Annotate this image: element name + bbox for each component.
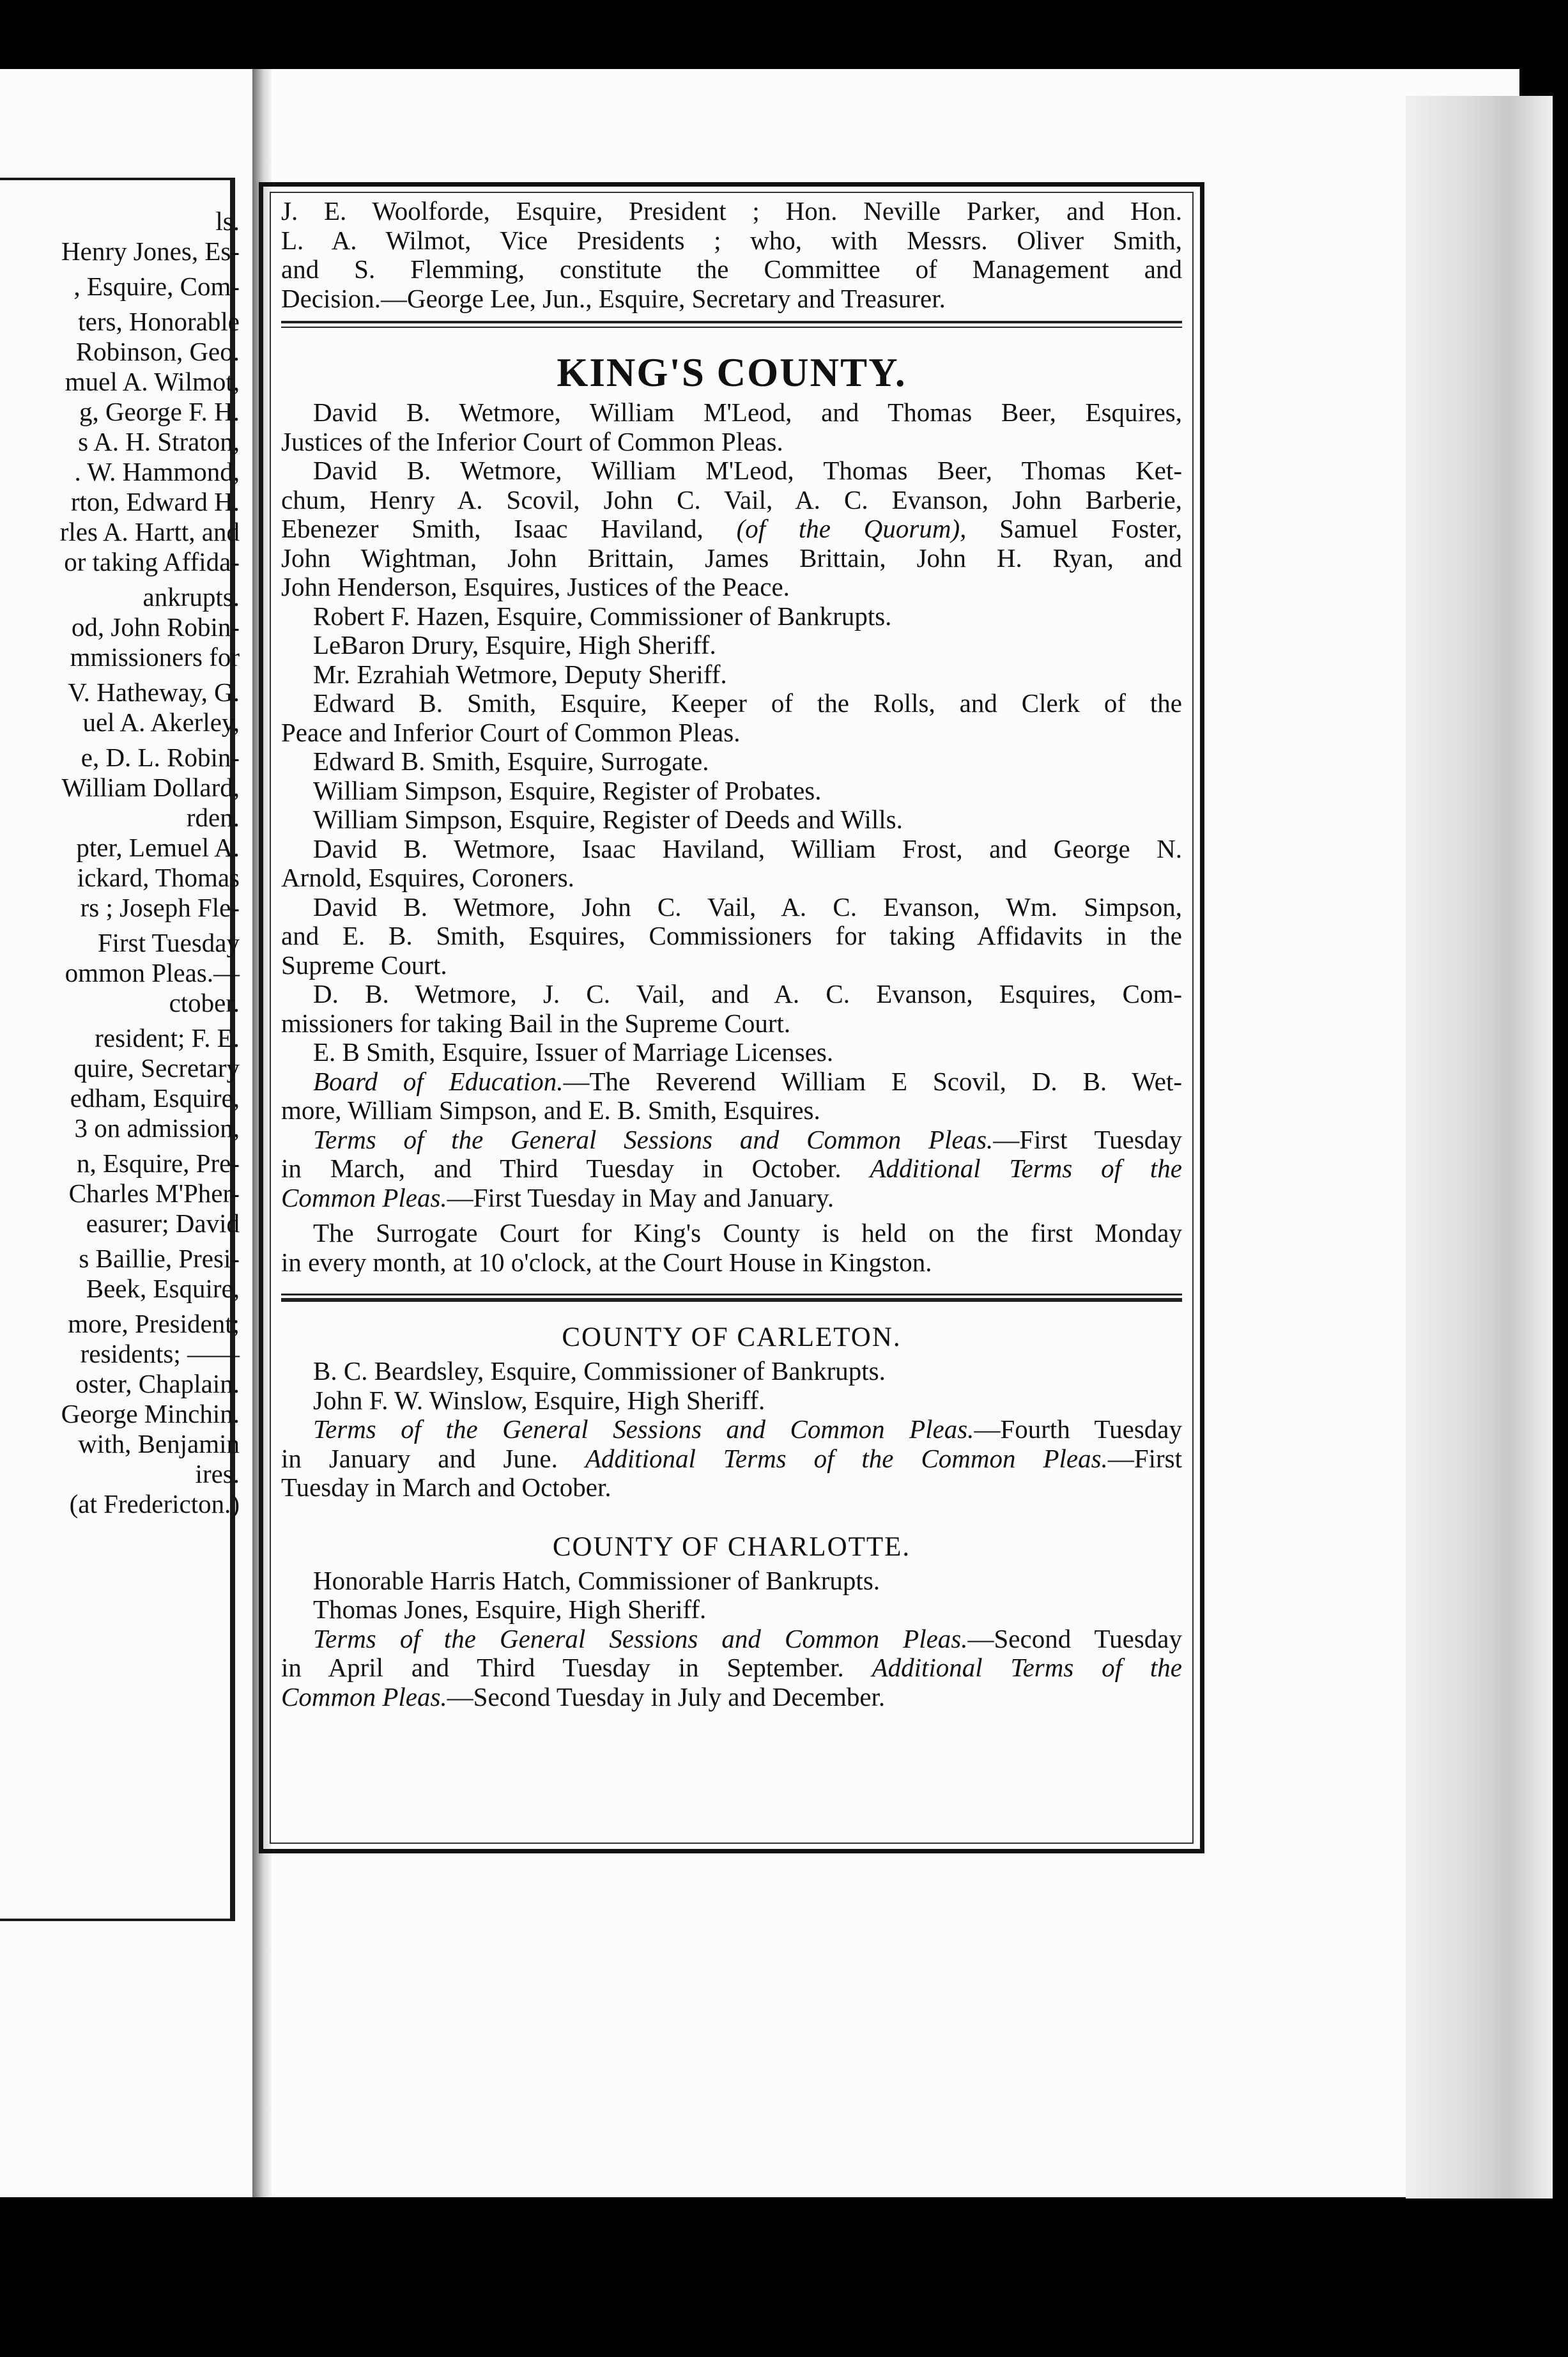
text-span: —First [1107,1443,1183,1473]
left-page-line: resident; F. E. [95,1023,240,1053]
left-page-line: William Dollard, [61,773,240,802]
text-line [281,514,1182,544]
text-line: Edward B. Smith, Esquire, Surrogate. [313,746,709,776]
italic-text: Additional Terms of the [870,1154,1182,1183]
left-page-line: g, George F. H. [79,397,240,426]
left-page-line: n, Esquire, Pre- [76,1148,240,1178]
text-line: David B. Wetmore, Isaac Haviland, William Frost, and George N. [313,833,1182,863]
text-span: —Fourth Tuesday [974,1414,1182,1444]
text-line: Peace and Inferior Court of Common Pleas. [281,717,741,747]
text-line: David B. Wetmore, William M'Leod, and Thomas Beer, Esquires, [313,398,1182,427]
text-line [281,1154,1182,1184]
left-page-line: muel A. Wilmot, [65,367,240,396]
left-page-gap [0,302,240,307]
text-span: —Second Tuesday in July and December. [447,1681,886,1712]
text-line [281,1683,1182,1712]
left-page-line: ankrupts. [142,582,240,612]
left-page-gap [0,1304,240,1309]
text-line: missioners for taking Bail in the Supreme Court. [281,1008,791,1038]
page-content [270,192,1194,1844]
text-span: Samuel Foster, [999,514,1183,543]
text-line: David B. Wetmore, John C. Vail, A. C. Evanson, Wm. Simpson, [313,892,1182,922]
left-page-line: ommon Pleas.— [65,958,240,987]
italic-text: Common Pleas. [281,1182,447,1212]
carleton-county-heading: COUNTY OF CARLETON. [562,1322,902,1352]
text-line [281,1067,1182,1097]
text-line: Edward B. Smith, Esquire, Keeper of the Rolls, and Clerk of the [313,688,1182,718]
left-page-gap [0,672,240,677]
left-page-line: V. Hatheway, G. [68,677,240,707]
text-line: Arnold, Esquires, Coroners. [281,863,574,892]
left-page-gap [0,1018,240,1023]
left-page-line: ickard, Thomas [77,863,240,892]
italic-text: Additional Terms of the [872,1653,1182,1682]
text-line [281,1184,1182,1213]
text-line: John Wightman, John Brittain, James Brittain, John H. Ryan, and [281,543,1182,573]
left-page-text [0,206,240,1519]
left-page-line: s A. H. Straton, [78,427,240,456]
text-line [281,1625,1182,1654]
text-line: Thomas Jones, Esquire, High Sheriff. [313,1595,707,1624]
left-page-line: quire, Secretary [73,1053,240,1083]
left-page-gap [0,1143,240,1148]
text-span: in March, and Third Tuesday in October. [281,1154,842,1183]
carleton-county-section [281,1357,1182,1503]
left-page-line: with, Benjamin [78,1429,240,1458]
left-page-line: e, D. L. Robin- [81,743,240,772]
left-page-line: Robinson, Geo. [75,337,240,366]
committee-block [281,197,1182,313]
text-line: Justices of the Inferior Court of Common Pleas. [281,426,783,456]
left-page-gap [0,923,240,928]
text-line: David B. Wetmore, William M'Leod, Thomas Beer, Thomas Ket- [313,456,1182,485]
text-line: D. B. Wetmore, J. C. Vail, and A. C. Evanson, Esquires, Com- [313,979,1182,1008]
text-line: William Simpson, Esquire, Register of Deeds and Wills. [313,805,903,834]
left-page-line: rs ; Joseph Fle- [80,893,240,922]
text-line: and S. Flemming, constitute the Committee of Management and [281,254,1182,284]
text-line: Supreme Court. [281,950,447,980]
left-page-line: ctober. [169,988,240,1017]
text-line: B. C. Beardsley, Esquire, Commissioner of Bankrupts. [313,1356,886,1386]
left-page-line: George Minchin. [61,1399,240,1428]
text-line [281,1125,1182,1155]
left-page-line: First Tuesday [97,928,240,957]
text-line: more, William Simpson, and E. B. Smith, Esquires. [281,1095,820,1125]
left-page-line: edham, Esquire, [70,1083,240,1113]
left-page-line: ters, Honorable [78,307,240,336]
section-divider [281,321,1182,328]
left-page-line: ires. [195,1459,240,1488]
text-line: The Surrogate Court for King's County is held on the first Monday [313,1218,1182,1248]
text-line [281,1415,1182,1444]
left-page-line: residents; —— [80,1339,240,1368]
italic-text: Terms of the General Sessions and Common Pleas. [313,1124,994,1154]
left-page-line: oster, Chaplain. [75,1369,240,1398]
text-line: John F. W. Winslow, Esquire, High Sheriff. [313,1385,765,1415]
page-edge-shadow [1406,96,1553,2199]
text-line: L. A. Wilmot, Vice Presidents ; who, with Messrs. Oliver Smith, [281,225,1182,255]
italic-text: Terms of the General Sessions and Common Pleas. [313,1623,968,1653]
text-span: in January and June. [281,1443,558,1473]
left-page-line: s Baillie, Presi- [79,1244,240,1273]
text-span: —Second Tuesday [967,1623,1182,1653]
kings-county-section [281,398,1182,1277]
text-line: E. B Smith, Esquire, Issuer of Marriage Licenses. [313,1037,834,1067]
left-page-line: mmissioners for [70,642,240,672]
left-page [0,69,252,2197]
text-line: chum, Henry A. Scovil, John C. Vail, A. C. Evanson, John Barberie, [281,484,1182,514]
charlotte-county-section [281,1566,1182,1712]
left-page-line: easurer; David [86,1209,240,1238]
text-line [281,1444,1182,1474]
text-line: in every month, at 10 o'clock, at the Court House in Kingston. [281,1247,932,1277]
text-line: Mr. Ezrahiah Wetmore, Deputy Sheriff. [313,659,727,689]
text-line: Honorable Harris Hatch, Commissioner of Bankrupts. [313,1565,880,1595]
left-page-line: rden. [186,803,240,832]
text-line: William Simpson, Esquire, Register of Probates. [313,775,822,805]
italic-text: Terms of the General Sessions and Common Pleas. [313,1414,974,1444]
left-page-line: Beek, Esquire, [86,1274,240,1303]
text-span: —The Reverend William E Scovil, D. B. Wet- [563,1066,1182,1096]
left-page-line: 3 on admission, [74,1113,240,1143]
section-divider [281,1294,1182,1302]
text-line: Decision.—George Lee, Jun., Esquire, Secretary and Treasurer. [281,283,946,313]
left-page-line: more, President; [68,1309,240,1338]
text-span: Ebenezer Smith, Isaac Haviland, [281,514,703,543]
left-page-line: Henry Jones, Es- [61,236,240,266]
italic-text: (of the Quorum), [736,514,967,543]
text-line: Robert F. Hazen, Esquire, Commissioner of Bankrupts. [313,601,892,631]
italic-text: Common Pleas. [281,1681,447,1712]
left-page-line: rton, Edward H. [70,487,240,516]
left-page-gap [0,738,240,743]
left-page-gap [0,577,240,582]
left-page-line: pter, Lemuel A. [76,833,240,862]
text-line: J. E. Woolforde, Esquire, President ; Hon. Neville Parker, and Hon. [281,196,1182,226]
text-line [281,1653,1182,1683]
left-page-line: od, John Robin- [71,612,240,642]
text-line: John Henderson, Esquires, Justices of the Peace. [281,572,790,601]
text-line: Tuesday in March and October. [281,1472,611,1502]
text-line: LeBaron Drury, Esquire, High Sheriff. [313,630,716,660]
text-span: —First Tuesday in May and January. [447,1182,834,1212]
left-page-line: ls. [215,206,240,236]
text-span: —First Tuesday [993,1124,1182,1154]
left-page-line: . W. Hammond, [74,457,240,486]
left-page-gap [0,1239,240,1244]
left-page-line: , Esquire, Com- [73,272,240,301]
charlotte-county-heading: COUNTY OF CHARLOTTE. [552,1531,911,1562]
left-page-line: (at Fredericton.) [69,1489,240,1519]
left-page-line: rles A. Hartt, and [59,517,240,546]
italic-text: Additional Terms of the Common Pleas. [585,1443,1108,1473]
kings-county-heading: KING'S COUNTY. [557,350,907,395]
left-page-gap [0,267,240,272]
left-page-line: uel A. Akerley, [82,707,240,737]
left-page-line: or taking Affida- [64,547,240,576]
italic-text: Board of Education. [313,1066,564,1096]
text-span: in April and Third Tuesday in September. [281,1653,844,1682]
text-line: and E. B. Smith, Esquires, Commissioners for taking Affidavits in the [281,921,1182,950]
left-page-line: Charles M'Pher- [68,1178,240,1208]
